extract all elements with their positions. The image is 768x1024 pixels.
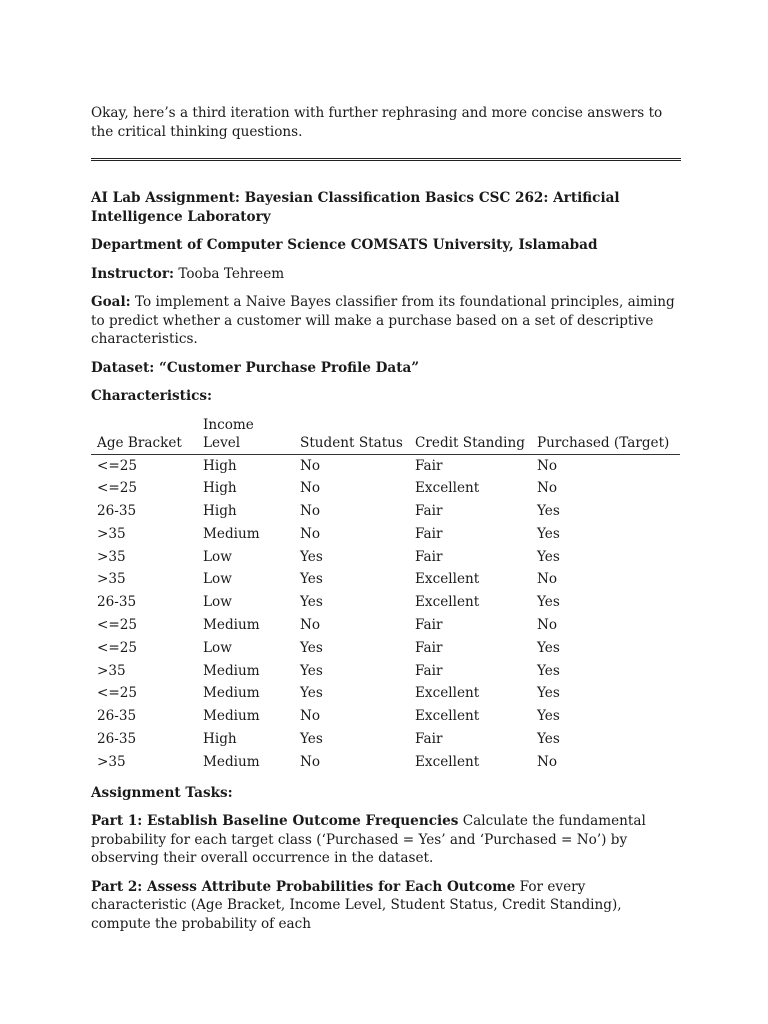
table-cell: Low xyxy=(203,571,232,588)
table-cell: Yes xyxy=(300,731,323,748)
table-cell: >35 xyxy=(97,753,126,770)
table-cell: Fair xyxy=(415,548,443,565)
table-cell: Fair xyxy=(415,731,443,748)
table-cell: Yes xyxy=(300,685,323,702)
table-cell: No xyxy=(300,753,321,770)
table-cell: No xyxy=(537,457,558,474)
table-cell: Excellent xyxy=(415,571,480,588)
table-cell: High xyxy=(203,457,237,474)
table-row xyxy=(91,682,680,705)
table-cell: Fair xyxy=(415,503,443,520)
table-cell: Excellent xyxy=(415,594,480,611)
column-header: Purchased (Target) xyxy=(531,416,680,455)
table-cell: No xyxy=(300,480,321,497)
table-cell: No xyxy=(300,457,321,474)
table-cell: Yes xyxy=(300,639,323,656)
table-cell: <=25 xyxy=(97,639,138,656)
assignment-title: AI Lab Assignment: Bayesian Classification Basics CSC 262: Artificial Intelligence Laboratory xyxy=(91,190,620,225)
table-cell: Excellent xyxy=(415,685,480,702)
table-cell: Fair xyxy=(415,525,443,542)
table-cell: Medium xyxy=(203,753,260,770)
table-row xyxy=(91,454,680,477)
table-body xyxy=(91,454,680,774)
characteristics-heading: Characteristics: xyxy=(91,388,213,404)
table-cell: Low xyxy=(203,639,232,656)
table-cell: Yes xyxy=(537,662,560,679)
table-cell: Yes xyxy=(537,685,560,702)
dataset-heading: Dataset: “Customer Purchase Profile Data” xyxy=(91,359,420,376)
table-cell: Medium xyxy=(203,525,260,542)
table-cell: <=25 xyxy=(97,617,138,634)
table-cell: >35 xyxy=(97,548,126,565)
table-row xyxy=(91,591,680,614)
part1-paragraph: Part 1: Establish Baseline Outcome Frequencies Calculate the fundamental probability for each target class (‘Purchased = Yes’ and ‘Purchased = No’) by observing their overall occurrence in the dataset. xyxy=(91,813,646,867)
table-cell: Yes xyxy=(300,548,323,565)
table-row xyxy=(91,660,680,683)
tasks-heading: Assignment Tasks: xyxy=(91,784,233,801)
horizontal-rule xyxy=(91,158,681,161)
table-row xyxy=(91,568,680,591)
table-cell: Medium xyxy=(203,685,260,702)
department-line: Department of Computer Science COMSATS University, Islamabad xyxy=(91,237,598,253)
table-row xyxy=(91,546,680,569)
table-cell: Yes xyxy=(300,662,323,679)
table-cell: Yes xyxy=(537,708,560,725)
table-row xyxy=(91,637,680,660)
table-cell: No xyxy=(300,617,321,634)
instructor-line: Instructor: Tooba Tehreem xyxy=(91,265,285,282)
table-row xyxy=(91,614,680,637)
table-cell: No xyxy=(537,480,558,497)
table-cell: Excellent xyxy=(415,480,480,497)
table-cell: No xyxy=(537,617,558,634)
table-cell: 26-35 xyxy=(97,503,137,520)
table-cell: Medium xyxy=(203,662,260,679)
table-cell: 26-35 xyxy=(97,708,137,725)
table-row xyxy=(91,500,680,523)
table-cell: High xyxy=(203,480,237,497)
column-header: Income Level xyxy=(197,416,294,455)
table-header-row xyxy=(91,416,680,455)
table-cell: No xyxy=(300,503,321,520)
document-page xyxy=(91,104,681,943)
table-cell: Yes xyxy=(537,594,560,611)
table-cell: >35 xyxy=(97,525,126,542)
table-cell: Fair xyxy=(415,457,443,474)
goal-paragraph: Goal: To implement a Naive Bayes classifier from its foundational principles, aiming to predict whether a customer will make a purchase based on a set of descriptive characteristics. xyxy=(91,294,675,347)
table-cell: Medium xyxy=(203,617,260,634)
table-cell: Low xyxy=(203,594,232,611)
table-cell: <=25 xyxy=(97,685,138,702)
intro-text: Okay, here’s a third iteration with further rephrasing and more concise answers to the critical thinking questions. xyxy=(91,105,663,140)
table-row xyxy=(91,728,680,751)
table-row xyxy=(91,751,680,774)
table-cell: Fair xyxy=(415,639,443,656)
column-header: Age Bracket xyxy=(91,416,197,455)
table-cell: Fair xyxy=(415,662,443,679)
table-cell: <=25 xyxy=(97,480,138,497)
table-cell: Excellent xyxy=(415,753,480,770)
dataset-table xyxy=(91,416,680,774)
table-cell: Yes xyxy=(537,503,560,520)
part2-paragraph: Part 2: Assess Attribute Probabilities for Each Outcome For every characteristic (Age Bracket, Income Level, Student Status, Credit Standing), compute the probability of each xyxy=(91,878,622,932)
table-cell: 26-35 xyxy=(97,731,137,748)
table-cell: <=25 xyxy=(97,457,138,474)
table-row xyxy=(91,523,680,546)
table-cell: High xyxy=(203,731,237,748)
table-row xyxy=(91,705,680,728)
column-header: Credit Standing xyxy=(409,416,531,455)
table-cell: Yes xyxy=(300,571,323,588)
table-cell: Low xyxy=(203,548,232,565)
table-cell: Yes xyxy=(537,731,560,748)
column-header: Student Status xyxy=(294,416,409,455)
table-cell: >35 xyxy=(97,571,126,588)
table-cell: No xyxy=(537,753,558,770)
table-cell: High xyxy=(203,503,237,520)
table-cell: Yes xyxy=(537,525,560,542)
table-cell: No xyxy=(300,708,321,725)
table-cell: No xyxy=(300,525,321,542)
table-cell: 26-35 xyxy=(97,594,137,611)
table-cell: >35 xyxy=(97,662,126,679)
table-cell: Yes xyxy=(537,548,560,565)
table-cell: Yes xyxy=(300,594,323,611)
table-cell: Excellent xyxy=(415,708,480,725)
table-row xyxy=(91,477,680,500)
table-cell: Yes xyxy=(537,639,560,656)
table-cell: No xyxy=(537,571,558,588)
table-cell: Medium xyxy=(203,708,260,725)
table-cell: Fair xyxy=(415,617,443,634)
